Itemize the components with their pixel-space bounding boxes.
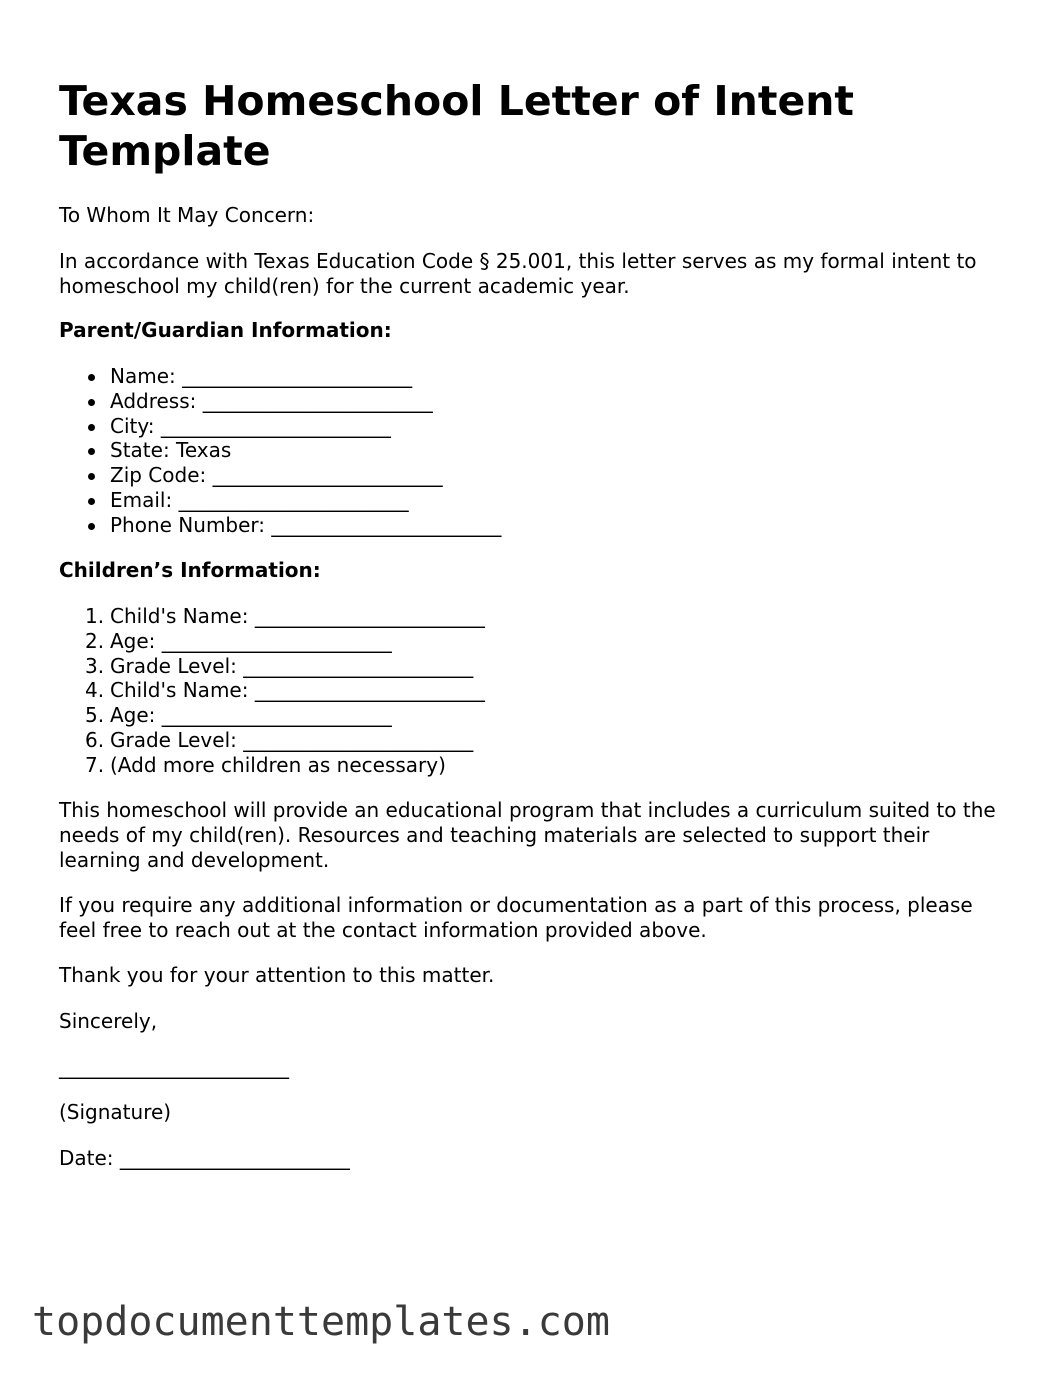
intro-paragraph: In accordance with Texas Education Code § 25.001, this letter serves as my formal intent to homeschool my child(ren) for the current academic year. <box>59 249 977 298</box>
field-address: Address: _______________________ <box>59 389 501 414</box>
thanks-line: Thank you for your attention to this matter. <box>59 963 495 987</box>
list-item: 6. Grade Level: _______________________ <box>85 727 474 752</box>
parent-section-heading: Parent/Guardian Information: <box>59 318 392 342</box>
greeting: To Whom It May Concern: <box>59 203 315 227</box>
list-item: 3. Grade Level: _______________________ <box>85 653 474 678</box>
program-paragraph: This homeschool will provide an educational program that includes a curriculum suited to the needs of my child(ren). Resources and teaching materials are selected to support their learning and development. <box>59 798 996 872</box>
contact-paragraph: If you require any additional information or documentation as a part of this process, please feel free to reach out at the contact information provided above. <box>59 893 973 942</box>
children-list <box>59 604 485 778</box>
bullet-icon <box>88 399 95 406</box>
bullet-icon <box>88 424 95 431</box>
list-item: 1. Child's Name: _______________________ <box>85 604 485 628</box>
field-name: Name: _______________________ <box>59 364 501 389</box>
field-email: Email: _______________________ <box>59 488 501 513</box>
list-item: 4. Child's Name: _______________________ <box>85 678 485 703</box>
signature-label: (Signature) <box>59 1100 172 1124</box>
list-item: 7. (Add more children as necessary) <box>85 752 446 777</box>
signature-line: _______________________ <box>59 1055 289 1079</box>
bullet-icon <box>88 448 95 455</box>
watermark: topdocumenttemplates.com <box>32 1299 610 1345</box>
children-section-heading: Children’s Information: <box>59 558 321 582</box>
bullet-icon <box>88 374 95 381</box>
bullet-icon <box>88 523 95 530</box>
parent-fields-list <box>59 364 501 538</box>
field-state: State: Texas <box>59 438 501 463</box>
bullet-icon <box>88 473 95 480</box>
closing-line: Sincerely, <box>59 1009 158 1033</box>
field-phone: Phone Number: _______________________ <box>59 513 501 538</box>
date-line: Date: _______________________ <box>59 1146 350 1170</box>
field-zip: Zip Code: _______________________ <box>59 463 501 488</box>
field-city: City: _______________________ <box>59 414 501 439</box>
page-title: Texas Homeschool Letter of Intent Template <box>59 77 855 175</box>
list-item: 2. Age: _______________________ <box>85 628 392 653</box>
bullet-icon <box>88 498 95 505</box>
list-item: 5. Age: _______________________ <box>85 703 392 728</box>
